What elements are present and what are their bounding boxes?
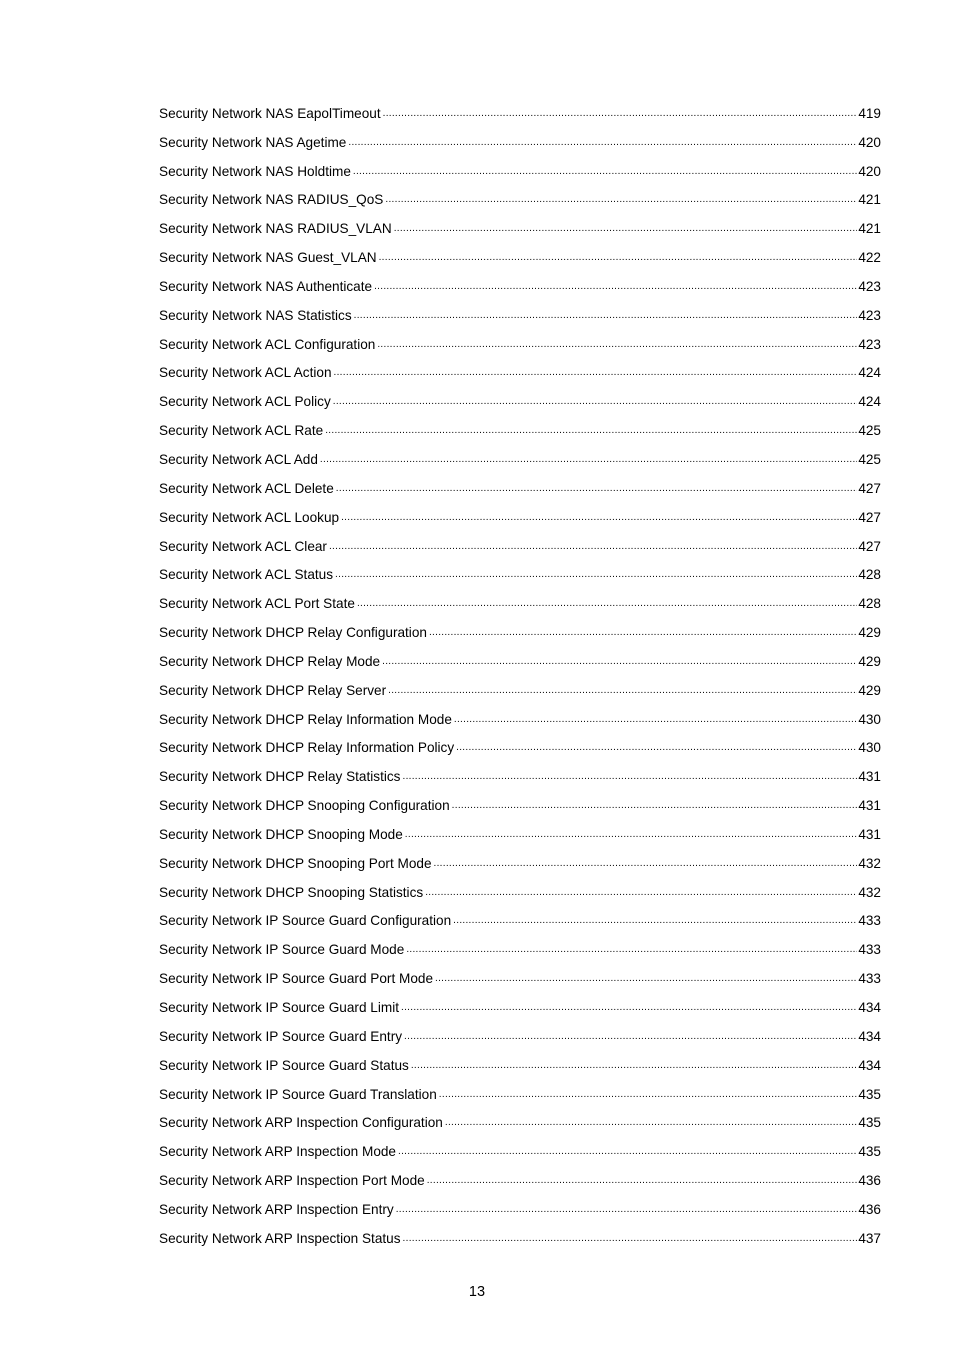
toc-entry-title: Security Network ARP Inspection Mode xyxy=(159,1144,396,1160)
toc-entry-title: Security Network DHCP Relay Configuration xyxy=(159,625,427,641)
toc-entry-title: Security Network ACL Action xyxy=(159,365,332,381)
toc-entry-title: Security Network NAS RADIUS_VLAN xyxy=(159,221,392,237)
toc-entry-title: Security Network IP Source Guard Translation xyxy=(159,1086,437,1102)
toc-entry-page: 424 xyxy=(858,394,881,410)
toc-entry[interactable] xyxy=(159,786,881,815)
toc-entry-page: 419 xyxy=(858,105,881,121)
toc-dot-leader xyxy=(335,568,857,582)
toc-dot-leader xyxy=(439,1088,858,1102)
toc-dot-leader xyxy=(379,251,858,265)
toc-entry-title: Security Network ARP Inspection Configuration xyxy=(159,1115,443,1131)
toc-dot-leader xyxy=(406,943,857,957)
toc-dot-leader xyxy=(435,972,857,986)
toc-entry[interactable] xyxy=(159,815,881,844)
toc-entry[interactable] xyxy=(159,1075,881,1104)
toc-entry[interactable] xyxy=(159,527,881,556)
toc-entry-title: Security Network NAS Statistics xyxy=(159,307,352,323)
toc-dot-leader xyxy=(325,424,857,438)
toc-dot-leader xyxy=(454,713,857,727)
toc-entry-title: Security Network IP Source Guard Status xyxy=(159,1057,409,1073)
toc-entry-page: 423 xyxy=(858,278,881,294)
toc-entry-title: Security Network NAS EapolTimeout xyxy=(159,105,381,121)
toc-entry-page: 431 xyxy=(858,798,881,814)
toc-entry-title: Security Network IP Source Guard Mode xyxy=(159,942,405,958)
toc-entry[interactable] xyxy=(159,902,881,931)
toc-entry-title: Security Network ACL Add xyxy=(159,451,318,467)
toc-entry-page: 431 xyxy=(858,826,881,842)
toc-entry[interactable] xyxy=(159,873,881,902)
toc-dot-leader xyxy=(348,136,857,150)
toc-dot-leader xyxy=(401,1001,857,1015)
toc-dot-leader xyxy=(388,684,857,698)
toc-entry-page: 435 xyxy=(858,1086,881,1102)
toc-dot-leader xyxy=(341,511,857,525)
toc-entry[interactable] xyxy=(159,613,881,642)
page-number: 13 xyxy=(468,1284,486,1300)
toc-dot-leader xyxy=(404,1030,857,1044)
toc-entry[interactable] xyxy=(159,469,881,498)
toc-entry-page: 421 xyxy=(858,192,881,208)
toc-entry-page: 432 xyxy=(858,884,881,900)
toc-entry-page: 420 xyxy=(858,134,881,150)
toc-entry[interactable] xyxy=(159,671,881,700)
toc-entry[interactable] xyxy=(159,354,881,383)
toc-entry-title: Security Network DHCP Relay Mode xyxy=(159,653,381,669)
toc-entry-page: 434 xyxy=(858,1000,881,1015)
toc-entry-page: 422 xyxy=(858,250,881,266)
toc-entry[interactable] xyxy=(159,556,881,585)
toc-entry[interactable] xyxy=(159,1190,881,1219)
toc-entry-title: Security Network IP Source Guard Port Mode xyxy=(159,971,434,987)
toc-entry-title: Security Network NAS Authenticate xyxy=(159,278,373,294)
toc-entry-page: 421 xyxy=(858,221,881,237)
toc-entry[interactable] xyxy=(159,844,881,873)
toc-entry-page: 427 xyxy=(858,509,881,525)
toc-dot-leader xyxy=(456,741,857,755)
toc-entry-title: Security Network ACL Clear xyxy=(159,538,327,554)
toc-entry-page: 429 xyxy=(858,625,881,641)
toc-dot-leader xyxy=(405,828,858,842)
toc-entry-title: Security Network ARP Inspection Status xyxy=(159,1230,401,1246)
toc-dot-leader xyxy=(434,857,858,871)
toc-entry-page: 433 xyxy=(858,913,881,929)
toc-entry-page: 434 xyxy=(858,1028,881,1044)
toc-entry-title: Security Network ACL Policy xyxy=(159,394,331,410)
toc-entry-page: 431 xyxy=(858,769,881,785)
toc-entry-title: Security Network ACL Lookup xyxy=(159,509,340,525)
toc-entry-page: 432 xyxy=(858,855,881,871)
toc-entry-page: 437 xyxy=(858,1230,881,1246)
toc-entry-page: 429 xyxy=(858,653,881,669)
toc-entry-title: Security Network ARP Inspection Entry xyxy=(159,1201,394,1217)
toc-entry-page: 430 xyxy=(858,740,881,756)
toc-dot-leader xyxy=(429,626,857,640)
toc-entry[interactable] xyxy=(159,238,881,267)
toc-entry[interactable] xyxy=(159,123,881,152)
toc-entry[interactable] xyxy=(159,209,881,238)
toc-dot-leader xyxy=(374,280,857,294)
toc-entry-title: Security Network IP Source Guard Limit xyxy=(159,1000,399,1015)
toc-entry-page: 423 xyxy=(858,336,881,352)
toc-entry-page: 425 xyxy=(858,423,881,439)
toc-entry[interactable] xyxy=(159,181,881,210)
toc-dot-leader xyxy=(333,395,858,409)
toc-entry-title: Security Network DHCP Relay Information Mode xyxy=(159,711,452,727)
toc-entry[interactable] xyxy=(159,700,881,729)
toc-entry[interactable] xyxy=(159,959,881,988)
toc-entry-page: 429 xyxy=(858,682,881,698)
toc-entry[interactable] xyxy=(159,325,881,354)
toc-dot-leader xyxy=(334,366,858,380)
toc-dot-leader xyxy=(398,1145,857,1159)
toc-entry-title: Security Network DHCP Snooping Mode xyxy=(159,826,403,842)
toc-entry-page: 435 xyxy=(858,1144,881,1160)
toc-dot-leader xyxy=(402,770,857,784)
toc-dot-leader xyxy=(354,309,858,323)
toc-dot-leader xyxy=(396,1203,858,1217)
toc-entry-title: Security Network DHCP Snooping Port Mode xyxy=(159,855,432,871)
toc-entry-title: Security Network DHCP Relay Server xyxy=(159,682,387,698)
toc-entry-page: 428 xyxy=(858,596,881,612)
toc-dot-leader xyxy=(452,799,858,813)
toc-entry[interactable] xyxy=(159,1046,881,1075)
toc-dot-leader xyxy=(453,914,857,928)
toc-entry-title: Security Network ACL Port State xyxy=(159,596,355,612)
toc-entry-title: Security Network ACL Status xyxy=(159,567,334,583)
toc-entry[interactable] xyxy=(159,267,881,296)
toc-entry[interactable] xyxy=(159,1104,881,1133)
toc-dot-leader xyxy=(382,655,857,669)
toc-entry-title: Security Network ARP Inspection Port Mode xyxy=(159,1173,425,1189)
toc-entry-page: 427 xyxy=(858,480,881,496)
toc-entry-title: Security Network ACL Rate xyxy=(159,423,324,439)
toc-entry[interactable] xyxy=(159,296,881,325)
toc-entry-page: 428 xyxy=(858,567,881,583)
toc-entry[interactable] xyxy=(159,757,881,786)
toc-entry-title: Security Network DHCP Relay Statistics xyxy=(159,769,401,785)
toc-entry[interactable] xyxy=(159,729,881,758)
table-of-contents xyxy=(159,94,881,1248)
toc-dot-leader xyxy=(394,222,858,236)
toc-entry[interactable] xyxy=(159,498,881,527)
toc-entry-title: Security Network IP Source Guard Configuration xyxy=(159,913,452,929)
toc-dot-leader xyxy=(411,1059,857,1073)
toc-dot-leader xyxy=(383,107,858,121)
toc-entry-title: Security Network NAS Guest_VLAN xyxy=(159,250,377,266)
toc-entry-page: 427 xyxy=(858,538,881,554)
toc-entry-title: Security Network IP Source Guard Entry xyxy=(159,1028,403,1044)
toc-dot-leader xyxy=(357,597,857,611)
toc-entry-title: Security Network ACL Configuration xyxy=(159,336,376,352)
toc-dot-leader xyxy=(445,1116,857,1130)
toc-entry[interactable] xyxy=(159,988,881,1017)
toc-dot-leader xyxy=(403,1232,858,1246)
toc-entry[interactable] xyxy=(159,1132,881,1161)
toc-entry-page: 434 xyxy=(858,1057,881,1073)
toc-entry-title: Security Network DHCP Relay Information Policy xyxy=(159,740,455,756)
toc-entry-title: Security Network NAS RADIUS_QoS xyxy=(159,192,384,208)
toc-dot-leader xyxy=(427,1174,858,1188)
toc-entry-page: 436 xyxy=(858,1173,881,1189)
toc-entry-title: Security Network ACL Delete xyxy=(159,480,334,496)
toc-dot-leader xyxy=(425,886,857,900)
toc-entry[interactable] xyxy=(159,440,881,469)
toc-entry-title: Security Network DHCP Snooping Statistics xyxy=(159,884,424,900)
toc-entry-page: 433 xyxy=(858,942,881,958)
toc-entry-page: 420 xyxy=(858,163,881,179)
toc-entry-page: 433 xyxy=(858,971,881,987)
toc-dot-leader xyxy=(329,540,857,554)
toc-entry-page: 425 xyxy=(858,451,881,467)
toc-entry[interactable] xyxy=(159,930,881,959)
toc-entry-title: Security Network NAS Holdtime xyxy=(159,163,351,179)
toc-entry[interactable] xyxy=(159,584,881,613)
toc-entry[interactable] xyxy=(159,1161,881,1190)
toc-entry[interactable] xyxy=(159,152,881,181)
toc-dot-leader xyxy=(377,338,857,352)
toc-entry[interactable] xyxy=(159,1219,881,1248)
toc-dot-leader xyxy=(336,482,858,496)
toc-entry-title: Security Network DHCP Snooping Configuration xyxy=(159,798,450,814)
toc-entry[interactable] xyxy=(159,642,881,671)
toc-entry[interactable] xyxy=(159,94,881,123)
toc-entry-page: 423 xyxy=(858,307,881,323)
toc-entry-title: Security Network NAS Agetime xyxy=(159,134,347,150)
toc-dot-leader xyxy=(320,453,857,467)
toc-entry[interactable] xyxy=(159,411,881,440)
toc-entry[interactable] xyxy=(159,1017,881,1046)
toc-dot-leader xyxy=(385,193,857,207)
toc-dot-leader xyxy=(353,165,857,179)
toc-entry[interactable] xyxy=(159,382,881,411)
toc-entry-page: 436 xyxy=(858,1201,881,1217)
toc-entry-page: 424 xyxy=(858,365,881,381)
toc-entry-page: 435 xyxy=(858,1115,881,1131)
toc-entry-page: 430 xyxy=(858,711,881,727)
